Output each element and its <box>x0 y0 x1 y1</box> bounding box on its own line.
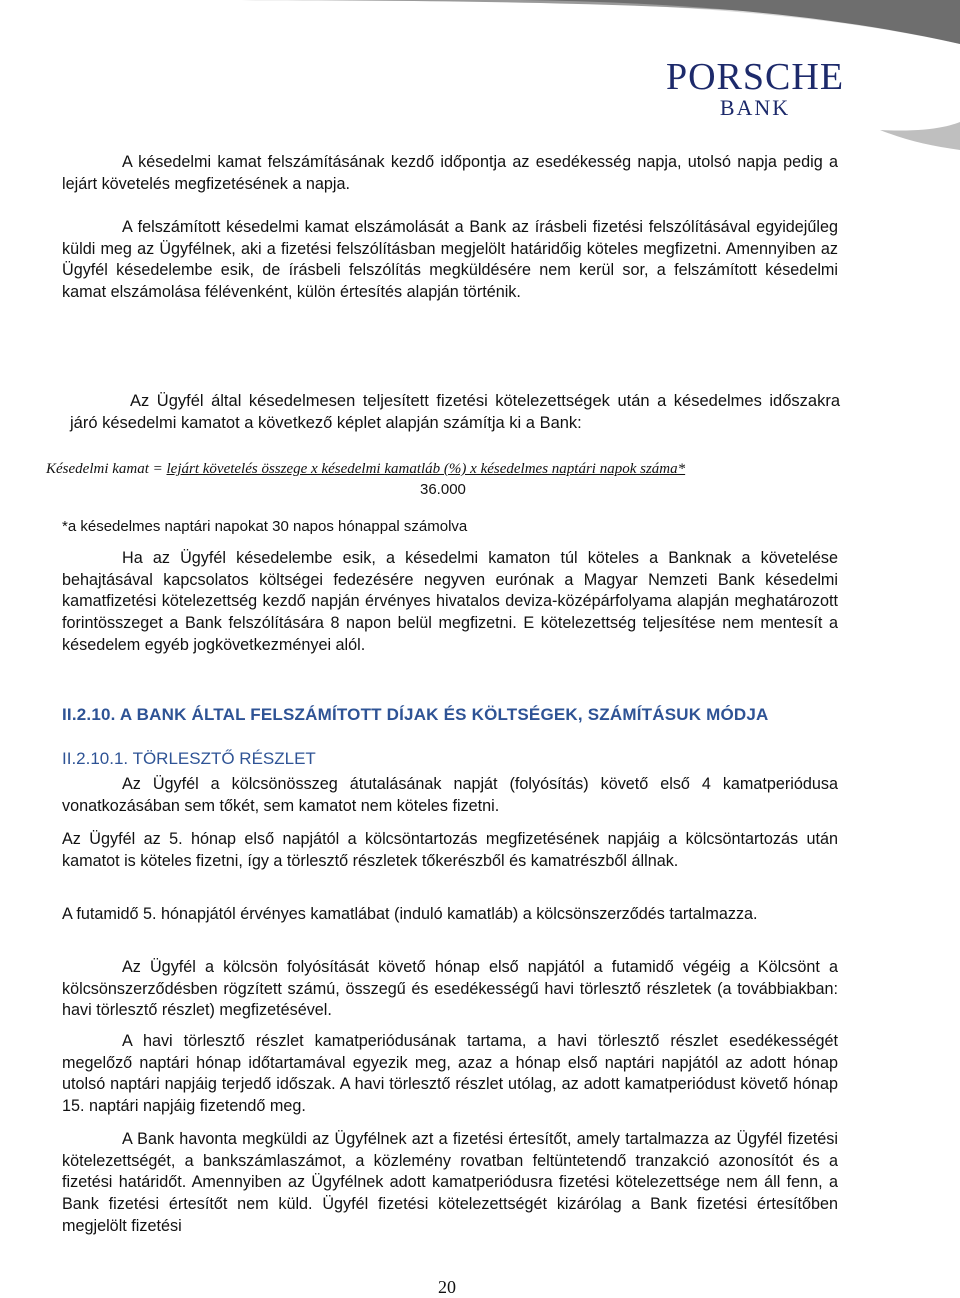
paragraph-repayment: Az Ügyfél a kölcsön folyósítását követő hónap első napjától a futamidő végéig a Kölcsönt a kölcsönszerződésben rögzített számú, összegű és esedékességű havi törlesztő részletek (a továbbiakban: havi törlesztő részlet) megfizetésével. <box>62 958 838 1020</box>
paragraph-payment-notice: A Bank havonta megküldi az Ügyfélnek azt a fizetési értesítőt, amely tartalmazza az Ügyfél fizetési kötelezettségét, a bankszámlaszámot, a közlemény rovatban feltüntetendő tranzakció azonosítót és a fizetési határidőt. Amennyiben az Ügyfélnek adott kamatperiódusra fizetési kötelezettsége nem áll fenn, a Bank fizetési értesítőt nem küld. Ügyfél fizetési kötelezettségét kizárólag a Bank fizetési értesítőben megjelölt fizetési <box>62 1130 838 1235</box>
paragraph-interest-rate: A futamidő 5. hónapjától érvényes kamatlábat (induló kamatláb) a kölcsönszerződés tartalmazza. <box>62 905 758 923</box>
formula-rhs: lejárt követelés összege x késedelmi kamatláb (%) x késedelmes naptári napok száma* <box>166 461 686 477</box>
subsection-heading: II.2.10.1. TÖRLESZTŐ RÉSZLET <box>62 749 316 768</box>
formula-divisor: 36.000 <box>420 481 466 498</box>
interest-formula <box>46 459 846 479</box>
formula-lhs: Késedelmi kamat = <box>46 461 167 477</box>
formula-footnote: *a késedelmes naptári napokat 30 napos hónappal számolva <box>62 518 468 535</box>
logo-subtitle: BANK <box>719 95 791 120</box>
paragraph-formula-intro: Az Ügyfél által késedelmesen teljesített fizetési kötelezettségek után a késedelmes időszakra járó késedelmi kamatot a következő képlet alapján számítja ki a Bank: <box>70 392 840 432</box>
porsche-bank-logo <box>640 58 870 120</box>
paragraph-interest-start: A késedelmi kamat felszámításának kezdő időpontja az esedékesség napja, utolsó napja pedig a lejárt követelés megfizetésének a napja. <box>62 153 838 193</box>
section-heading: II.2.10. A BANK ÁLTAL FELSZÁMÍTOTT DÍJAK ÉS KÖLTSÉGEK, SZÁMÍTÁSUK MÓDJA <box>62 705 769 724</box>
logo-wordmark: PORSCHE <box>665 56 845 98</box>
paragraph-collection-costs: Ha az Ügyfél késedelembe esik, a késedelmi kamaton túl köteles a Banknak a követelése behajtásával kapcsolatos költségei fedezésére negyven eurónak a Magyar Nemzeti Bank késedelmi kamatfizetési kötelezettség kezdő napján érvényes hivatalos deviza-középárfolyama alapján meghatározott forintösszeget a Bank felszólítására 8 napon belül megfizetni. E kötelezettség teljesítése nem mentesít a késedelem egyéb jogkövetkezményei alól. <box>62 549 838 654</box>
paragraph-interest-settlement: A felszámított késedelmi kamat elszámolását a Bank az írásbeli fizetési felszólításával egyidejűleg küldi meg az Ügyfélnek, aki a fizetési felszólításban megjelölt határidőig köteles megfizetni. Amennyiben az Ügyfél késedelembe esik, de írásbeli felszólítás megküldésére nem kerül sor, a felszámított késedelmi kamat elszámolása félévenként, külön értesítés alapján történik. <box>62 218 838 302</box>
paragraph-grace-period: Az Ügyfél a kölcsönösszeg átutalásának napját (folyósítás) követő első 4 kamatperiódusa vonatkozásában sem tőkét, sem kamatot nem köteles fizetni. <box>62 775 838 815</box>
page-number: 20 <box>438 1277 456 1297</box>
paragraph-interest-period: A havi törlesztő részlet kamatperiódusának tartama, a havi törlesztő részlet esedékességét megelőző naptári hónap időtartamával egyezik meg, azaz a hónap első naptári napjától az adott hónap utolsó naptári napjáig terjedő időszak. A havi törlesztő részlet utólag, az adott kamatperiódust követő hónap 15. naptári napjáig fizetendő meg. <box>62 1032 838 1116</box>
paragraph-interest-payment: Az Ügyfél az 5. hónap első napjától a kölcsöntartozás megfizetésének napjáig a kölcsöntartozás után kamatot is köteles fizetni, így a törlesztő részletek tőkerészből és kamatrészből állnak. <box>62 830 838 870</box>
